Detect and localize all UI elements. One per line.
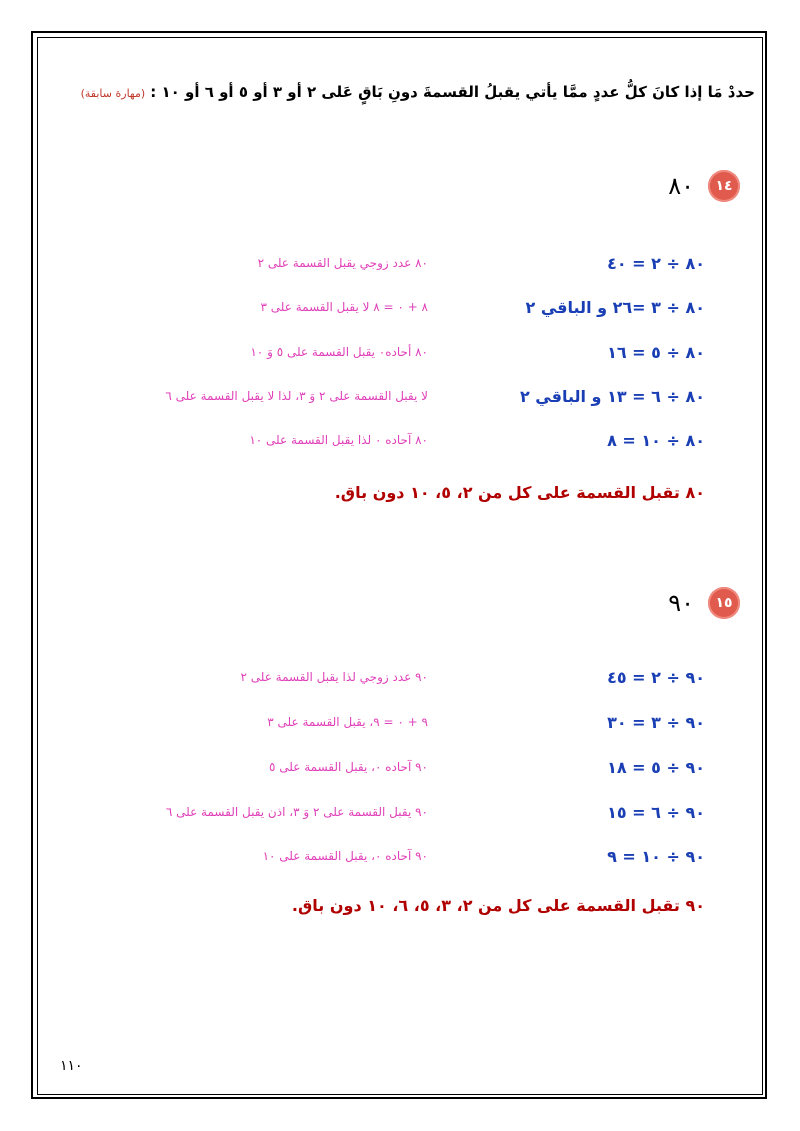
p14-note-1: ٨٠ عدد زوجي يقبل القسمة على ٢ [257, 256, 428, 270]
problem-15-number: ٩٠ [668, 589, 694, 617]
instruction-note: (مهارة سابقة) [80, 87, 146, 100]
problem-14-badge: ١٤ [708, 170, 740, 202]
p15-eq-2: ٩٠ ÷ ٣ = ٣٠ [607, 713, 705, 732]
p15-conclusion: ٩٠ تقبل القسمة على كل من ٢، ٣، ٥، ٦، ١٠ دون باق. [291, 896, 705, 915]
p14-eq-5: ٨٠ ÷ ١٠ = ٨ [607, 431, 705, 450]
p15-note-4: ٩٠ يقبل القسمة على ٢ وَ ٣، اذن يقبل القسمة على ٦ [165, 805, 428, 819]
problem-14-number: ٨٠ [668, 172, 694, 200]
instruction-header [60, 82, 755, 101]
p14-eq-2: ٨٠ ÷ ٣ =٢٦ و الباقي ٢ [525, 298, 705, 317]
p15-note-1: ٩٠ عدد زوجي لذا يقبل القسمة على ٢ [240, 670, 428, 684]
p14-note-2: ٨ + ٠ = ٨ لا يقبل القسمة على ٣ [260, 300, 428, 314]
p14-conclusion: ٨٠ تقبل القسمة على كل من ٢، ٥، ١٠ دون باق. [334, 483, 705, 502]
problem-14-header [668, 170, 740, 202]
p14-note-5: ٨٠ آحاده ٠ لذا يقبل القسمة على ١٠ [249, 433, 428, 447]
p14-eq-3: ٨٠ ÷ ٥ = ١٦ [607, 343, 705, 362]
p15-note-5: ٩٠ آحاده ٠، يقبل القسمة على ١٠ [262, 849, 428, 863]
p14-eq-1: ٨٠ ÷ ٢ = ٤٠ [607, 254, 705, 273]
problem-15-header [668, 587, 740, 619]
p15-eq-5: ٩٠ ÷ ١٠ = ٩ [607, 847, 705, 866]
p14-eq-4: ٨٠ ÷ ٦ = ١٣ و الباقي ٢ [519, 387, 705, 406]
p15-eq-3: ٩٠ ÷ ٥ = ١٨ [607, 758, 705, 777]
p15-note-3: ٩٠ آحاده ٠، يقبل القسمة على ٥ [269, 760, 428, 774]
p15-eq-4: ٩٠ ÷ ٦ = ١٥ [607, 803, 705, 822]
page-border-inner [37, 37, 763, 1095]
instruction-text: حددْ مَا إذا كانَ كلُّ عددٍ ممَّا يأتي يقبلُ القسمةَ دونِ بَاقٍ عَلى ٢ أو ٣ أو ٥ أو ٦ أو ١٠ : [150, 83, 755, 101]
p15-eq-1: ٩٠ ÷ ٢ = ٤٥ [607, 668, 705, 687]
p14-note-3: ٨٠ أحاده٠ يقبل القسمة على ٥ وَ ١٠ [250, 345, 428, 359]
problem-15-badge: ١٥ [708, 587, 740, 619]
page-number: ١١٠ [60, 1058, 83, 1074]
p15-note-2: ٩ + ٠ = ٩، يقبل القسمة على ٣ [267, 715, 428, 729]
p14-note-4: لا يقبل القسمة على ٢ وَ ٣، لذا لا يقبل القسمة على ٦ [165, 389, 428, 403]
